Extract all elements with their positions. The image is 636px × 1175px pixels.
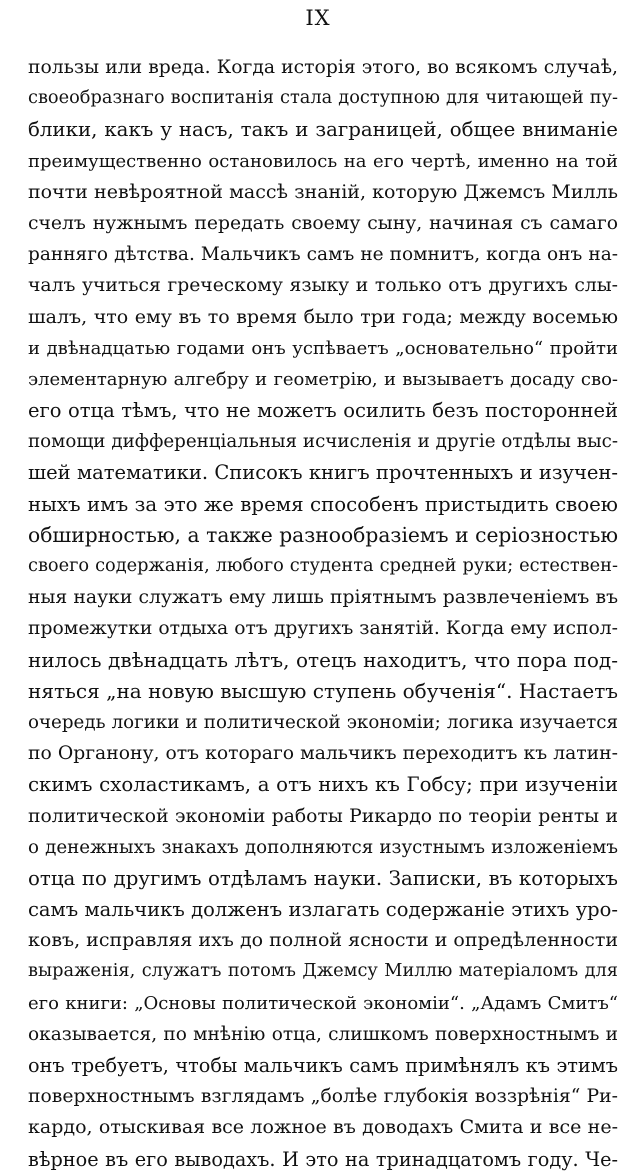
text-line: онъ требуетъ, чтобы мальчикъ самъ примѣнялъ къ этимъ [28, 1054, 618, 1077]
text-line: ковъ, исправляя ихъ до полной ясности и опредѣленности [28, 929, 618, 952]
text-line: блики, какъ у насъ, такъ и заграницей, общее вниманіе [28, 118, 618, 142]
text-line: пользы или вреда. Когда исторія этого, во всякомъ случаѣ, [28, 57, 618, 78]
text-line: и двѣнадцатью годами онъ успѣваетъ „основательно“ пройти [28, 337, 618, 359]
text-line: счелъ нужнымъ передать своему сыну, начиная съ самаго [28, 212, 618, 234]
text-line: по Органону, отъ котораго мальчикъ переходитъ къ латин- [28, 743, 618, 765]
text-line: помощи дифференціальныя исчисленія и другіе отдѣлы выс- [28, 431, 618, 453]
text-line: своего содержанія, любого студента средней руки; естествен- [28, 556, 618, 576]
text-line: политической экономіи работы Рикардо по теоріи ренты и [28, 805, 618, 827]
text-line: элементарную алгебру и геометрію, и вызываетъ досаду сво- [28, 368, 618, 390]
text-line: няться „на новую высшую ступень обученія“. Настаетъ [28, 678, 618, 703]
text-line: промежутки отдыха отъ другихъ занятій. Когда ему испол- [28, 618, 618, 640]
text-line: ныя науки служатъ ему лишь пріятнымъ развлеченіемъ въ [28, 587, 618, 609]
text-line: своеобразнаго воспитанія стала доступною для читающей пу- [28, 88, 618, 109]
text-line: кардо, отыскивая все ложное въ доводахъ Смита и все не- [28, 1116, 618, 1139]
text-line: вѣрное въ его выводахъ. И это на тринадцатомъ году. Че- [28, 1147, 618, 1171]
text-line: шалъ, что ему въ то время было три года; между восемью [28, 305, 618, 328]
text-line: нилось двѣнадцать лѣтъ, отецъ находитъ, что пора под- [28, 647, 618, 672]
text-line: очередь логики и политической экономіи; логика изучается [28, 711, 618, 733]
text-line: поверхностнымъ взглядамъ „болѣе глубокія воззрѣнія“ Ри- [28, 1086, 618, 1108]
text-line: скимъ схоластикамъ, а отъ нихъ къ Гобсу; при изученіи [28, 773, 618, 797]
text-line: ныхъ имъ за это же время способенъ пристыдить своею [28, 492, 618, 516]
text-line: чалъ учиться греческому языку и только отъ другихъ слы- [28, 275, 618, 297]
text-line: шей математики. Списокъ книгъ прочтенныхъ и изучен- [28, 461, 618, 485]
text-line: о денежныхъ знакахъ дополняются изустнымъ изложеніемъ [28, 836, 618, 858]
text-line: отца по другимъ отдѣламъ науки. Записки, въ которыхъ [28, 866, 618, 890]
text-line: его отца тѣмъ, что не можетъ осилить безъ посторонней [28, 399, 618, 423]
body-text [28, 52, 618, 1175]
text-line: самъ мальчикъ долженъ излагать содержаніе этихъ уро- [28, 898, 618, 922]
text-line: обширностью, а также разнообразіемъ и серіозностью [28, 522, 618, 547]
text-line: оказывается, по мнѣнію отца, слишкомъ поверхностнымъ и [28, 1023, 618, 1045]
text-line: ранняго дѣтства. Мальчикъ самъ не помнитъ, когда онъ на- [28, 244, 618, 266]
text-line: преимущественно остановилось на его чертѣ, именно на той [28, 150, 618, 172]
text-line: его книги: „Основы политической экономіи“. „Адамъ Смитъ“ [28, 992, 618, 1014]
page-number: IX [305, 6, 331, 30]
text-line: почти невѣроятной массѣ знаній, которую Джемсъ Милль [28, 180, 618, 203]
text-line: выраженія, служатъ потомъ Джемсу Миллю матеріаломъ для [28, 961, 618, 982]
